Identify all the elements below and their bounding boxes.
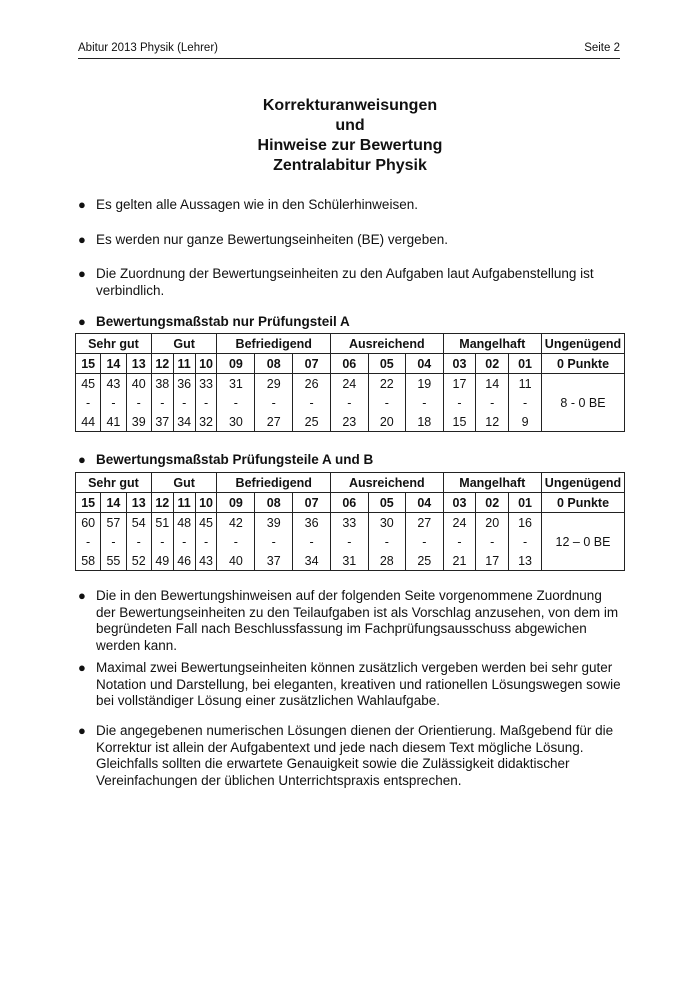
group-sehr-gut: Sehr gut: [76, 334, 152, 354]
bullet-icon: ●: [78, 588, 86, 603]
lower-be-cell: 34: [293, 551, 331, 571]
title-line: Zentralabitur Physik: [273, 157, 427, 174]
points-cell: 02: [476, 493, 509, 513]
lower-be-cell: 49: [151, 551, 173, 571]
upper-be-cell: 45: [76, 374, 101, 394]
points-cell: 14: [101, 493, 126, 513]
dash-cell: -: [293, 393, 331, 412]
lower-be-cell: 32: [195, 412, 217, 432]
upper-be-cell: 36: [173, 374, 195, 394]
upper-be-cell: 19: [406, 374, 444, 394]
upper-be-cell: 42: [217, 513, 255, 533]
title-line: Hinweise zur Bewertung: [257, 137, 443, 154]
bullet-text: Es gelten alle Aussagen wie in den Schülerhinweisen.: [96, 197, 418, 212]
dash-cell: -: [76, 393, 101, 412]
upper-be-cell: 26: [293, 374, 331, 394]
page-header: [78, 40, 620, 59]
upper-be-cell: 60: [76, 513, 101, 533]
lower-be-cell: 25: [293, 412, 331, 432]
group-ausreichend: Ausreichend: [331, 473, 444, 493]
points-cell: 15: [76, 493, 101, 513]
upper-be-cell: 24: [443, 513, 476, 533]
upper-be-cell: 38: [151, 374, 173, 394]
bullet-icon: ●: [78, 452, 86, 467]
lower-be-cell: 25: [406, 551, 444, 571]
group-gut: Gut: [151, 334, 217, 354]
points-cell: 12: [151, 354, 173, 374]
table-b-points-row: [76, 493, 625, 513]
lower-be-cell: 15: [443, 412, 476, 432]
lower-be-cell: 37: [255, 551, 293, 571]
lower-be-cell: 58: [76, 551, 101, 571]
bullet-icon: ●: [78, 723, 86, 738]
dash-cell: -: [76, 532, 101, 551]
bullet-icon: ●: [78, 232, 86, 247]
bullet-text: Die Zuordnung der Bewertungseinheiten zu den Aufgaben laut Aufgabenstellung ist verbindlich.: [96, 266, 594, 298]
table-a-heading: [78, 314, 623, 331]
dash-cell: -: [255, 393, 293, 412]
points-cell: 06: [331, 493, 369, 513]
dash-cell: -: [255, 532, 293, 551]
table-a-group-row: [76, 334, 625, 354]
lower-be-cell: 23: [331, 412, 369, 432]
points-cell: 10: [195, 354, 217, 374]
lower-be-cell: 55: [101, 551, 126, 571]
bullet-item: [78, 588, 623, 654]
upper-be-cell: 51: [151, 513, 173, 533]
bullet-text: Maximal zwei Bewertungseinheiten können zusätzlich vergeben werden bei sehr guter Notation und Darstellung, bei eleganten, kreativen und rationellen Lösungswegen sowie bei vollständiger Lösung einer zusätzlichen Wahlaufgabe.: [96, 660, 621, 708]
bullet-text: Die in den Bewertungshinweisen auf der folgenden Seite vorgenommene Zuordnung der Bewertungseinheiten zu den Teilaufgaben ist als Vorschlag anzusehen, von dem im begründeten Fall nach Beschlussfassung im Fachprüfungsausschuss abgewichen werden kann.: [96, 588, 619, 653]
dash-cell: -: [476, 532, 509, 551]
points-cell: 02: [476, 354, 509, 374]
points-cell: 01: [509, 493, 542, 513]
upper-be-cell: 33: [331, 513, 369, 533]
dash-cell: -: [331, 532, 369, 551]
bullet-icon: ●: [78, 314, 86, 329]
points-cell: 09: [217, 493, 255, 513]
zero-range-cell: 12 – 0 BE: [542, 513, 625, 571]
dash-cell: -: [217, 532, 255, 551]
table-a-heading-text: Bewertungsmaßstab nur Prüfungsteil A: [96, 314, 350, 329]
upper-be-cell: 54: [126, 513, 151, 533]
points-cell: 09: [217, 354, 255, 374]
points-cell: 05: [368, 354, 406, 374]
header-exam-title: Abitur 2013 Physik (Lehrer): [78, 42, 218, 54]
group-mangelhaft: Mangelhaft: [443, 334, 541, 354]
lower-be-cell: 37: [151, 412, 173, 432]
dash-cell: -: [293, 532, 331, 551]
points-cell: 13: [126, 493, 151, 513]
grading-table-a: [75, 333, 625, 432]
zero-range-cell: 8 - 0 BE: [542, 374, 625, 432]
lower-be-cell: 12: [476, 412, 509, 432]
dash-cell: -: [443, 393, 476, 412]
points-cell: 14: [101, 354, 126, 374]
lower-be-cell: 41: [101, 412, 126, 432]
zero-points-cell: 0 Punkte: [542, 354, 625, 374]
upper-be-cell: 48: [173, 513, 195, 533]
points-cell: 05: [368, 493, 406, 513]
dash-cell: -: [173, 393, 195, 412]
bullet-icon: ●: [78, 660, 86, 675]
upper-be-cell: 27: [406, 513, 444, 533]
bullet-text: Die angegebenen numerischen Lösungen dienen der Orientierung. Maßgebend für die Korrektur ist allein der Aufgabentext und jede nach diesem Text mögliche Lösung. Gleichfalls sollten die erwartete Genauigkeit sowie die Zulässigkeit didaktischer Vereinfachungen der üblichen Unterrichtspraxis entsprechen.: [96, 723, 614, 788]
lower-be-cell: 27: [255, 412, 293, 432]
dash-cell: -: [151, 393, 173, 412]
lower-be-cell: 31: [331, 551, 369, 571]
lower-be-cell: 18: [406, 412, 444, 432]
lower-be-cell: 52: [126, 551, 151, 571]
points-cell: 07: [293, 354, 331, 374]
group-sehr-gut: Sehr gut: [76, 473, 152, 493]
points-cell: 01: [509, 354, 542, 374]
group-ausreichend: Ausreichend: [331, 334, 444, 354]
table-b-upper-row: [76, 513, 625, 533]
lower-be-cell: 28: [368, 551, 406, 571]
group-befriedigend: Befriedigend: [217, 473, 331, 493]
group-befriedigend: Befriedigend: [217, 334, 331, 354]
dash-cell: -: [331, 393, 369, 412]
upper-be-cell: 30: [368, 513, 406, 533]
group-mangelhaft: Mangelhaft: [443, 473, 541, 493]
dash-cell: -: [476, 393, 509, 412]
bullet-icon: ●: [78, 197, 86, 212]
lower-be-cell: 34: [173, 412, 195, 432]
upper-be-cell: 11: [509, 374, 542, 394]
group-gut: Gut: [151, 473, 217, 493]
points-cell: 13: [126, 354, 151, 374]
dash-cell: -: [509, 532, 542, 551]
upper-be-cell: 45: [195, 513, 217, 533]
lower-be-cell: 46: [173, 551, 195, 571]
upper-be-cell: 36: [293, 513, 331, 533]
title-line: Korrekturanweisungen: [262, 97, 438, 114]
dash-cell: -: [151, 532, 173, 551]
points-cell: 04: [406, 354, 444, 374]
points-cell: 08: [255, 493, 293, 513]
upper-be-cell: 29: [255, 374, 293, 394]
table-b-heading: [78, 452, 623, 469]
lower-be-cell: 44: [76, 412, 101, 432]
dash-cell: -: [509, 393, 542, 412]
upper-be-cell: 33: [195, 374, 217, 394]
points-cell: 08: [255, 354, 293, 374]
lower-be-cell: 43: [195, 551, 217, 571]
upper-be-cell: 22: [368, 374, 406, 394]
dash-cell: -: [406, 393, 444, 412]
group-ungenuegend: Ungenügend: [542, 334, 625, 354]
points-cell: 15: [76, 354, 101, 374]
lower-be-cell: 17: [476, 551, 509, 571]
upper-be-cell: 40: [126, 374, 151, 394]
points-cell: 11: [173, 493, 195, 513]
dash-cell: -: [217, 393, 255, 412]
lower-be-cell: 40: [217, 551, 255, 571]
bullet-icon: ●: [78, 266, 86, 281]
dash-cell: -: [195, 532, 217, 551]
dash-cell: -: [368, 532, 406, 551]
lower-be-cell: 13: [509, 551, 542, 571]
dash-cell: -: [368, 393, 406, 412]
points-cell: 03: [443, 493, 476, 513]
table-a-upper-row: [76, 374, 625, 394]
points-cell: 10: [195, 493, 217, 513]
zero-points-cell: 0 Punkte: [542, 493, 625, 513]
grading-table-b: [75, 472, 625, 571]
bullet-item: [78, 723, 623, 789]
lower-be-cell: 9: [509, 412, 542, 432]
upper-be-cell: 20: [476, 513, 509, 533]
upper-be-cell: 31: [217, 374, 255, 394]
group-ungenuegend: Ungenügend: [542, 473, 625, 493]
points-cell: 04: [406, 493, 444, 513]
page-title: [200, 96, 500, 176]
lower-be-cell: 21: [443, 551, 476, 571]
bullet-item: [78, 197, 623, 214]
lower-be-cell: 30: [217, 412, 255, 432]
bullet-item: [78, 266, 623, 299]
points-cell: 06: [331, 354, 369, 374]
dash-cell: -: [101, 393, 126, 412]
table-a-points-row: [76, 354, 625, 374]
upper-be-cell: 43: [101, 374, 126, 394]
upper-be-cell: 14: [476, 374, 509, 394]
upper-be-cell: 16: [509, 513, 542, 533]
dash-cell: -: [443, 532, 476, 551]
points-cell: 12: [151, 493, 173, 513]
header-page-number: Seite 2: [584, 42, 620, 54]
lower-be-cell: 39: [126, 412, 151, 432]
dash-cell: -: [126, 532, 151, 551]
table-b-group-row: [76, 473, 625, 493]
upper-be-cell: 39: [255, 513, 293, 533]
points-cell: 07: [293, 493, 331, 513]
dash-cell: -: [101, 532, 126, 551]
bullet-text: Es werden nur ganze Bewertungseinheiten (BE) vergeben.: [96, 232, 448, 247]
bullet-item: [78, 232, 623, 249]
dash-cell: -: [406, 532, 444, 551]
lower-be-cell: 20: [368, 412, 406, 432]
dash-cell: -: [126, 393, 151, 412]
points-cell: 03: [443, 354, 476, 374]
dash-cell: -: [173, 532, 195, 551]
bullet-item: [78, 660, 623, 710]
upper-be-cell: 17: [443, 374, 476, 394]
points-cell: 11: [173, 354, 195, 374]
dash-cell: -: [195, 393, 217, 412]
upper-be-cell: 24: [331, 374, 369, 394]
upper-be-cell: 57: [101, 513, 126, 533]
title-line: und: [335, 117, 365, 134]
table-b-heading-text: Bewertungsmaßstab Prüfungsteile A und B: [96, 452, 374, 467]
